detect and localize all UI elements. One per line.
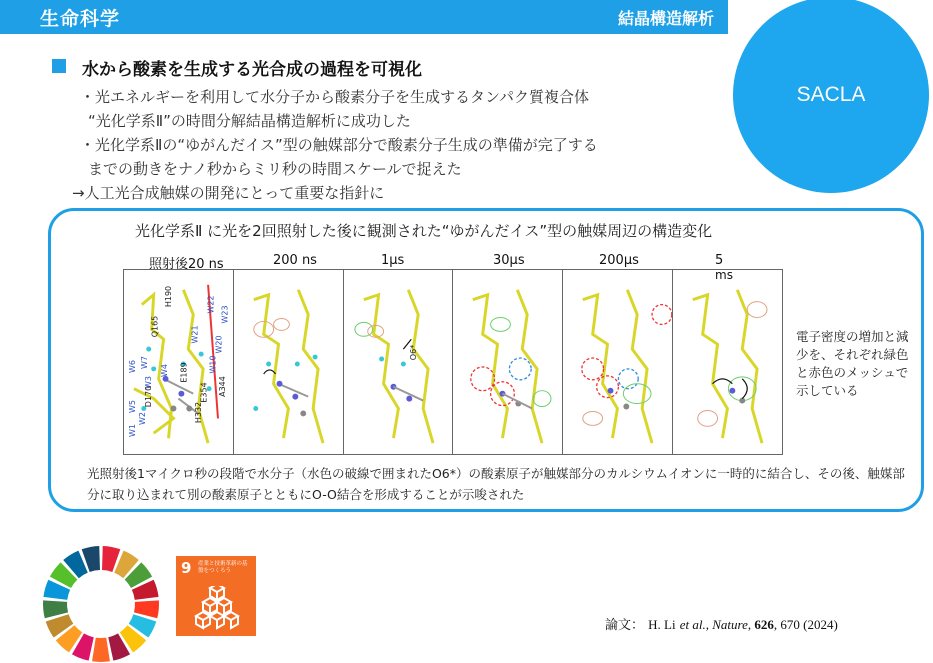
water-label: W10 bbox=[208, 355, 218, 374]
water-label: O6* bbox=[408, 344, 418, 361]
facility-badge-label: SACLA bbox=[796, 83, 866, 106]
facility-badge bbox=[733, 0, 929, 193]
reference-volume: 626 bbox=[754, 617, 774, 632]
residue-label: E354 bbox=[199, 382, 209, 403]
section-title: 結晶構造解析 bbox=[617, 9, 714, 28]
figure-caption: 光照射後1マイクロ秒の段階で水分子（水色の破線で囲まれたO6*）の酸素原子が触媒部分のカルシウムイオンに一時的に結合し、その後、触媒部分に取り込まれて別の酸素原子とともにO-O結合を形成することが示唆された bbox=[87, 466, 905, 502]
molecular-structure-graphic bbox=[673, 270, 782, 454]
water-label: W5 bbox=[128, 400, 137, 413]
structure-image-200us bbox=[563, 270, 673, 454]
sdg-wheel-segment bbox=[134, 600, 159, 618]
cube-stack-icon bbox=[194, 586, 240, 630]
water-label: W7 bbox=[140, 356, 149, 369]
time-label: 30μs bbox=[493, 253, 525, 268]
water-label: W23 bbox=[220, 305, 230, 324]
residue-label: E189 bbox=[179, 362, 189, 383]
category-title: 生命科学 bbox=[40, 8, 121, 30]
heading-square-icon bbox=[52, 59, 66, 73]
sdg-wheel-segment bbox=[92, 638, 110, 662]
molecular-structure-graphic bbox=[344, 270, 453, 454]
sdg-label: 産業と技術革新の基盤をつくろう bbox=[198, 561, 248, 574]
header-bar bbox=[0, 0, 728, 34]
side-note: 電子密度の増加と減少を、それぞれ緑色と赤色のメッシュで示している bbox=[796, 329, 909, 398]
structure-figure bbox=[123, 269, 783, 455]
molecular-structure-graphic bbox=[563, 270, 672, 454]
summary-bullets bbox=[72, 85, 598, 205]
residue-label: A344 bbox=[217, 376, 227, 397]
time-unit-label: ms bbox=[715, 268, 733, 282]
bullet-line: →人工光合成触媒の開発にとって重要な指針に bbox=[72, 184, 385, 202]
structure-image-30us bbox=[453, 270, 563, 454]
sdg-wheel-icon bbox=[42, 545, 160, 663]
water-label: W3 bbox=[144, 376, 153, 389]
water-label: W6 bbox=[128, 360, 137, 373]
structure-image-1us bbox=[344, 270, 454, 454]
water-label: W4 bbox=[160, 364, 169, 377]
time-label: 照射後20 ns bbox=[149, 257, 224, 272]
reference-pages: , 670 (2024) bbox=[773, 617, 838, 632]
water-label: W22 bbox=[206, 295, 216, 314]
panel-title: 光化学系Ⅱ に光を2回照射した後に観測された“ゆがんだイス”型の触媒周辺の構造変化 bbox=[135, 222, 713, 240]
structure-image-5ms bbox=[673, 270, 782, 454]
sdg-number: 9 bbox=[181, 559, 192, 577]
residue-label: H332 bbox=[194, 401, 204, 424]
water-label: W20 bbox=[214, 335, 224, 354]
sdg-wheel-segment bbox=[43, 600, 68, 618]
molecular-structure-graphic bbox=[234, 270, 343, 454]
reference-citation: 論文： H. Li et al., Nature, 626, 670 (2024) bbox=[605, 617, 838, 633]
bullet-line: ・光エネルギーを利用して水分子から酸素分子を生成するタンパク質複合体 bbox=[80, 88, 589, 106]
heading-text: 水から酸素を生成する光合成の過程を可視化 bbox=[82, 60, 422, 80]
reference-prefix: 論文： bbox=[605, 618, 645, 633]
bullet-line: ・光化学系Ⅱの“ゆがんだイス”型の触媒部分で酸素分子生成の準備が完了する bbox=[80, 136, 598, 154]
molecular-structure-graphic bbox=[453, 270, 562, 454]
figure-panel bbox=[48, 208, 924, 512]
reference-authors: H. Li bbox=[648, 617, 676, 632]
sdg9-icon bbox=[176, 556, 256, 636]
water-label: W21 bbox=[190, 325, 200, 344]
residue-label: D170 bbox=[144, 385, 154, 408]
time-label: 5 bbox=[715, 253, 724, 268]
time-label: 200μs bbox=[599, 253, 639, 268]
water-label: W2 bbox=[138, 412, 147, 425]
residue-label: H190 bbox=[164, 285, 174, 308]
reference-journal: Nature bbox=[712, 617, 748, 632]
bullet-line: までの動きをナノ秒からミリ秒の時間スケールで捉えた bbox=[88, 160, 462, 178]
structure-image-20ns bbox=[124, 270, 234, 454]
residue-label: Q165 bbox=[150, 315, 160, 338]
time-label: 1μs bbox=[381, 253, 405, 268]
water-label: W1 bbox=[128, 424, 137, 437]
time-label: 200 ns bbox=[273, 253, 317, 268]
structure-image-200ns bbox=[234, 270, 344, 454]
bullet-line: “光化学系Ⅱ”の時間分解結晶構造解析に成功した bbox=[88, 112, 411, 130]
reference-etal: et al., bbox=[679, 617, 713, 632]
